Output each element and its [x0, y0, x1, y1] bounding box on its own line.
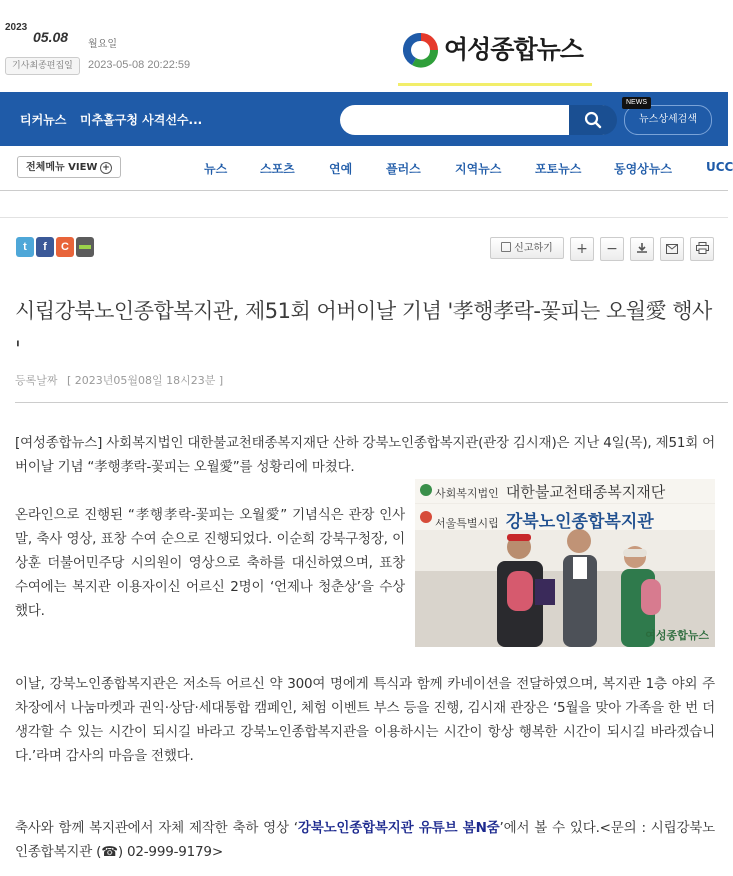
ticker-label: 티커뉴스 — [20, 113, 67, 127]
menu-item-news[interactable]: 뉴스 — [204, 162, 228, 176]
date-day: .08 — [48, 29, 69, 45]
minus-icon: − — [606, 241, 618, 257]
cyworld-share-icon[interactable]: C — [56, 237, 74, 257]
menu-item-video-news[interactable]: 동영상뉴스 — [614, 162, 672, 176]
report-label: 신고하기 — [514, 243, 553, 254]
photo-banner-2-big: 강북노인종합복지관 — [505, 512, 654, 532]
top-header — [0, 0, 728, 92]
all-menu-button[interactable] — [17, 156, 121, 178]
font-increase-button[interactable] — [570, 237, 594, 261]
facebook-share-icon[interactable]: f — [36, 237, 54, 257]
lock-icon — [501, 242, 511, 252]
logo-text: 여성종합뉴스 — [444, 35, 583, 64]
date-year: 2023 — [5, 22, 28, 33]
news-detail-search-button[interactable]: 뉴스상세검색 — [624, 105, 712, 135]
date-weekday: 월요일 — [88, 39, 117, 50]
site-logo[interactable] — [398, 13, 592, 86]
download-button[interactable] — [630, 237, 654, 261]
menu-item-photo-news[interactable]: 포토뉴스 — [535, 162, 582, 176]
logo-mark-icon — [402, 31, 440, 69]
all-menu-label: 전체메뉴 VIEW — [26, 162, 98, 173]
article-paragraph-3: 이날, 강북노인종합복지관은 저소득 어르신 약 300여 명에게 특식과 함께 카네이션을 전달하였으며, 복지관 1층 야외 주차장에서 나눔마켓과 권익·상담·세대통합 캠페인, 체험 이벤트 부스 등을 진행, 김시재 관장은 ‘5월을 맞아 가족을 한 번 더 생각할 수 있는 시간이 되시길 바라고 강북노인종합복지관을 이용하시는 시간이 항상 행복한 시간이 되시길 바라겠습니다.’라며 감사의 마음을 전했다. — [15, 676, 715, 764]
menu-item-sports[interactable]: 스포츠 — [260, 162, 295, 176]
photo-banner-2-small: 서울특별시립 — [435, 517, 499, 530]
article-paragraph-1: [여성종합뉴스] 사회복지법인 대한불교천태종복지재단 산하 강북노인종합복지관(관장 김시재)은 지난 4일(목), 제51회 어버이날 기념 “孝행孝락-꽃피는 오월愛”를 성황리에 마쳤다. — [15, 435, 716, 475]
ticker-headline[interactable]: 미추홀구청 사격선수... — [80, 113, 203, 127]
title-divider — [15, 402, 728, 403]
article-title: 시립강북노인종합복지관, 제51회 어버이날 기념 '孝행孝락-꽃피는 오월愛 행사 ' — [15, 299, 712, 361]
last-edit-time: 2023-05-08 20:22:59 — [88, 59, 191, 71]
bar-icon — [78, 237, 92, 257]
main-nav-bar — [0, 92, 728, 146]
download-icon — [636, 242, 648, 254]
news-badge: NEWS — [622, 97, 651, 109]
report-button[interactable] — [490, 237, 564, 259]
category-menu — [0, 146, 733, 191]
twitter-share-icon[interactable]: t — [16, 237, 34, 257]
date-month-day — [33, 26, 68, 47]
photo-banner-1-small: 사회복지법인 — [435, 487, 499, 500]
email-button[interactable] — [660, 237, 684, 261]
search-button[interactable] — [569, 105, 617, 135]
article-paragraph-4 — [15, 816, 715, 864]
font-decrease-button[interactable] — [600, 237, 624, 261]
plus-icon: + — [100, 162, 112, 174]
menu-item-ucc[interactable]: UCC — [706, 160, 733, 174]
search-icon — [584, 111, 602, 129]
paragraph-4-text-b: ’에서 볼 수 있다.<문의 : 시립강북노인종합복지관 (☎) 02-999-9179> — [15, 820, 715, 860]
me2day-share-icon[interactable] — [76, 237, 94, 257]
print-icon — [696, 242, 709, 254]
registered-date-label: 등록날짜 — [15, 374, 58, 387]
print-button[interactable] — [690, 237, 714, 261]
sub-menu-bar — [0, 191, 728, 218]
paragraph-4-text-a: 축사와 함께 복지관에서 자체 제작한 축하 영상 ‘ — [15, 820, 298, 836]
photo-banner-2 — [435, 507, 654, 532]
photo-banner-1-big: 대한불교천태종복지재단 — [505, 483, 666, 501]
date-month: 05 — [33, 29, 49, 45]
menu-item-local-news[interactable]: 지역뉴스 — [455, 162, 502, 176]
ceremony-photo-image — [415, 479, 715, 647]
last-edit-label: 기사최종편집일 — [5, 57, 80, 75]
photo-banner-1 — [435, 481, 665, 502]
youtube-video-link[interactable]: 강북노인종합복지관 유튜브 봄N줌 — [297, 820, 500, 836]
menu-item-entertainment[interactable]: 연예 — [329, 162, 353, 176]
menu-item-plus[interactable]: 플러스 — [386, 162, 421, 176]
plus-icon: + — [576, 241, 588, 257]
article-photo — [415, 479, 715, 647]
article-paragraph-2: 온라인으로 진행된 “孝행孝락-꽃피는 오월愛” 기념식은 관장 인사말, 축사 영상, 표창 수여 순으로 진행되었다. 이순희 강북구청장, 이상훈 더불어민주당 시의원이 영상으로 축하를 대신하였으며, 표창 수여에는 복지관 이용자이신 어르신 2명이 ‘언제나 청춘상’을 수상했다. — [15, 507, 405, 619]
photo-watermark: 여성종합뉴스 — [645, 629, 709, 642]
registered-date: [ 2023년05월08일 18시23분 ] — [67, 374, 224, 387]
mail-icon — [666, 244, 678, 254]
